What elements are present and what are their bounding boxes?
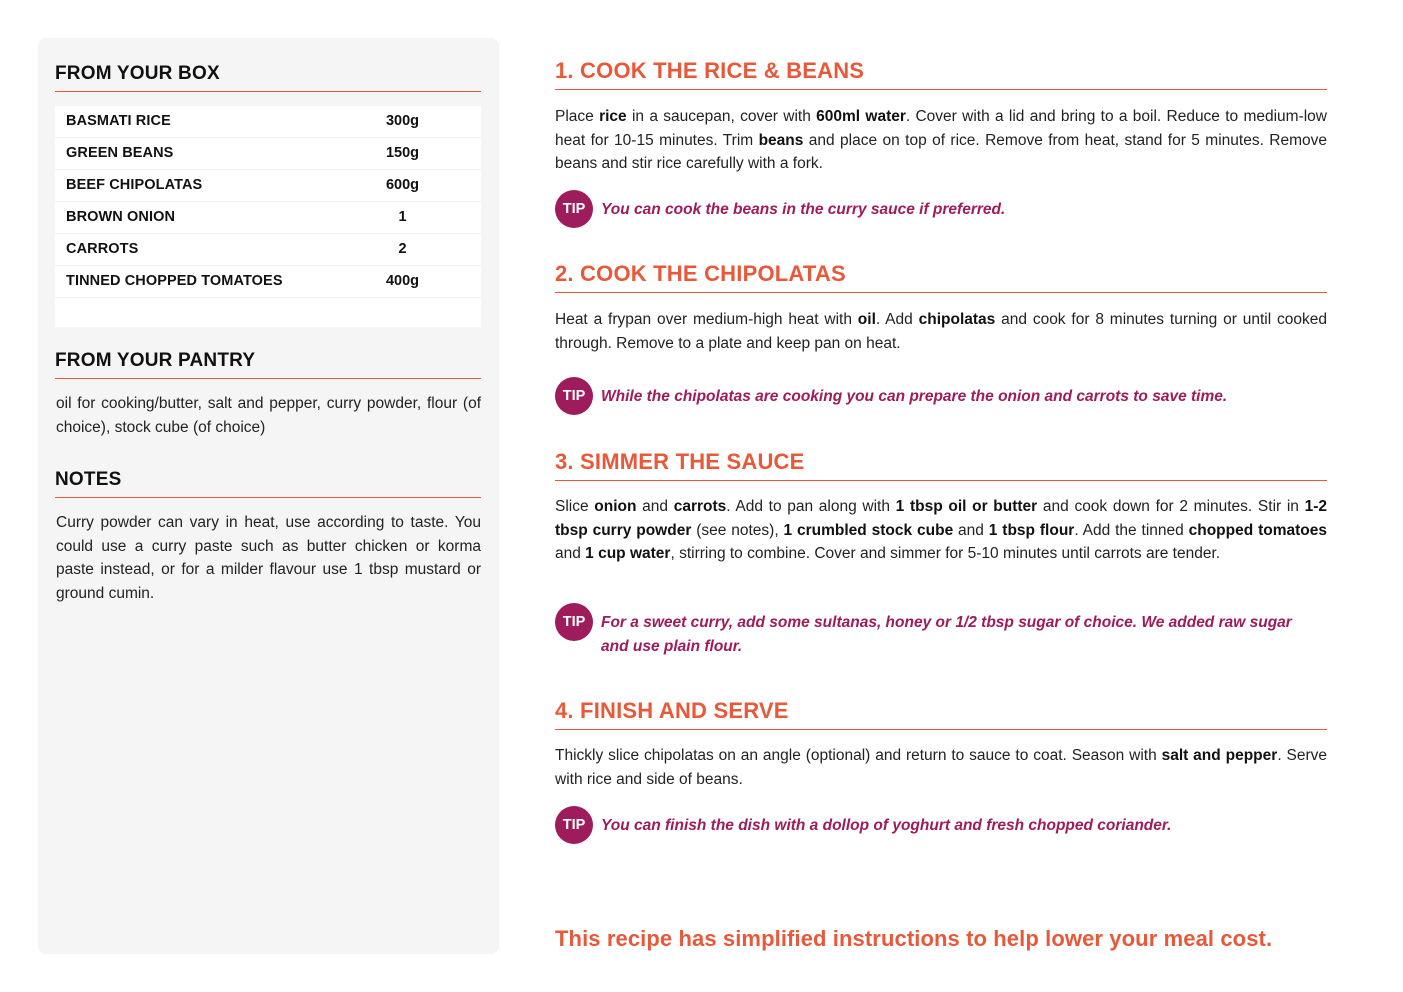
step-text-emphasis: 1-2 tbsp curry powder [555,498,1327,539]
ingredient-row [55,106,481,138]
tip-badge: TIP [555,603,593,641]
ingredient-qty: 150g [385,145,420,161]
step-text-run: . Add [875,311,919,328]
step-text-run: . Add to pan along with [726,498,896,515]
step-text-run: and [953,521,989,539]
tip-badge: TIP [555,190,593,228]
ingredient-row [55,266,481,298]
step-text-emphasis: carrots [673,498,727,515]
step-1-text [555,105,1327,176]
step-text-emphasis: chopped tomatoes [1188,521,1327,539]
tip-text: You can cook the beans in the curry sauce if preferred. [601,201,1006,218]
ingredient-name: BROWN ONION [66,209,176,225]
notes-heading: NOTES [55,469,481,498]
step-text-run: and [555,545,586,562]
from-your-pantry-heading: FROM YOUR PANTRY [55,350,481,379]
tip-badge: TIP [555,377,593,415]
pantry-text: oil for cooking/butter, salt and pepper, curry powder, flour (of choice), stock cube (of choice) [56,395,481,436]
ingredient-qty: 400g [385,273,420,289]
step-text-emphasis: rice [599,108,627,125]
step-text-run: Slice [555,498,595,515]
step-text-run: (see notes), [691,521,784,539]
step-text-run: and cook for 8 minutes turning or until cooked through. Remove to a plate and keep pan on heat. [555,311,1327,352]
step-text-emphasis: 1 tbsp oil or butter [895,498,1038,515]
ingredient-row [55,138,481,170]
step-text-emphasis: salt and pepper [1161,747,1278,764]
tip-badge: TIP [555,806,593,844]
step-text-run: . Serve with rice and side of beans. [555,747,1327,788]
ingredient-row [55,234,481,266]
step-2-title: 2. COOK THE CHIPOLATAS [555,261,1327,293]
step-text-run: . Cover with a lid and bring to a boil. Reduce to medium-low heat for 10-15 minutes. Trim [555,108,1327,149]
step-3-text [555,495,1327,566]
ingredient-name: BASMATI RICE [66,113,171,129]
step-text-emphasis: oil [857,311,876,328]
ingredient-qty: 1 [398,209,407,225]
step-text-emphasis: 1 crumbled stock cube [783,521,954,539]
step-text-emphasis: 600ml water [816,108,906,125]
step-1-title: 1. COOK THE RICE & BEANS [555,58,1327,90]
ingredient-name: BEEF CHIPOLATAS [66,177,203,193]
step-text-emphasis: chipolatas [918,311,996,328]
tip-text: For a sweet curry, add some sultanas, honey or 1/2 tbsp sugar of choice. We added raw sugar and use plain flour. [601,614,1292,655]
step-text-run: and [636,498,674,515]
step-text-emphasis: 1 cup water [585,545,671,562]
ingredients-table [55,106,481,327]
ingredient-name: GREEN BEANS [66,145,174,161]
from-your-box-heading: FROM YOUR BOX [55,63,481,92]
ingredients-panel [38,38,499,954]
ingredient-qty: 2 [398,241,407,257]
notes-text: Curry powder can vary in heat, use according to taste. You could use a curry paste such as butter chicken or korma paste instead, or for a milder flavour use 1 tbsp mustard or ground cumin. [56,514,481,602]
ingredient-qty: 600g [385,177,420,193]
ingredient-row [55,202,481,234]
step-text-emphasis: 1 tbsp flour [988,521,1075,539]
tip-text: You can finish the dish with a dollop of yoghurt and fresh chopped coriander. [601,817,1172,834]
step-3-title: 3. SIMMER THE SAUCE [555,449,1327,481]
step-4-title: 4. FINISH AND SERVE [555,698,1327,730]
step-text-run: and place on top of rice. Remove from heat, stand for 5 minutes. Remove beans and stir rice carefully with a fork. [555,131,1327,172]
step-text-run: in a saucepan, cover with [626,108,817,125]
step-text-run: Place [555,108,600,125]
step-text-run: , stirring to combine. Cover and simmer for 5-10 minutes until carrots are tender. [670,545,1221,562]
step-text-run: and cook down for 2 minutes. Stir in [1037,498,1305,515]
footer-note: This recipe has simplified instructions to help lower your meal cost. [555,926,1273,951]
ingredient-row [55,170,481,202]
step-text-run: Heat a frypan over medium-high heat with [555,311,858,328]
step-text-run: Thickly slice chipolatas on an angle (optional) and return to sauce to coat. Season with [555,747,1162,764]
tip-text: While the chipolatas are cooking you can prepare the onion and carrots to save time. [601,388,1228,405]
ingredient-name: CARROTS [66,241,139,257]
step-2-text [555,308,1327,355]
step-4-text [555,744,1327,791]
ingredient-qty: 300g [385,113,420,129]
step-text-emphasis: beans [758,131,804,149]
step-text-emphasis: onion [594,498,637,515]
ingredient-name: TINNED CHOPPED TOMATOES [66,273,283,289]
step-text-run: . Add the tinned [1074,521,1189,539]
